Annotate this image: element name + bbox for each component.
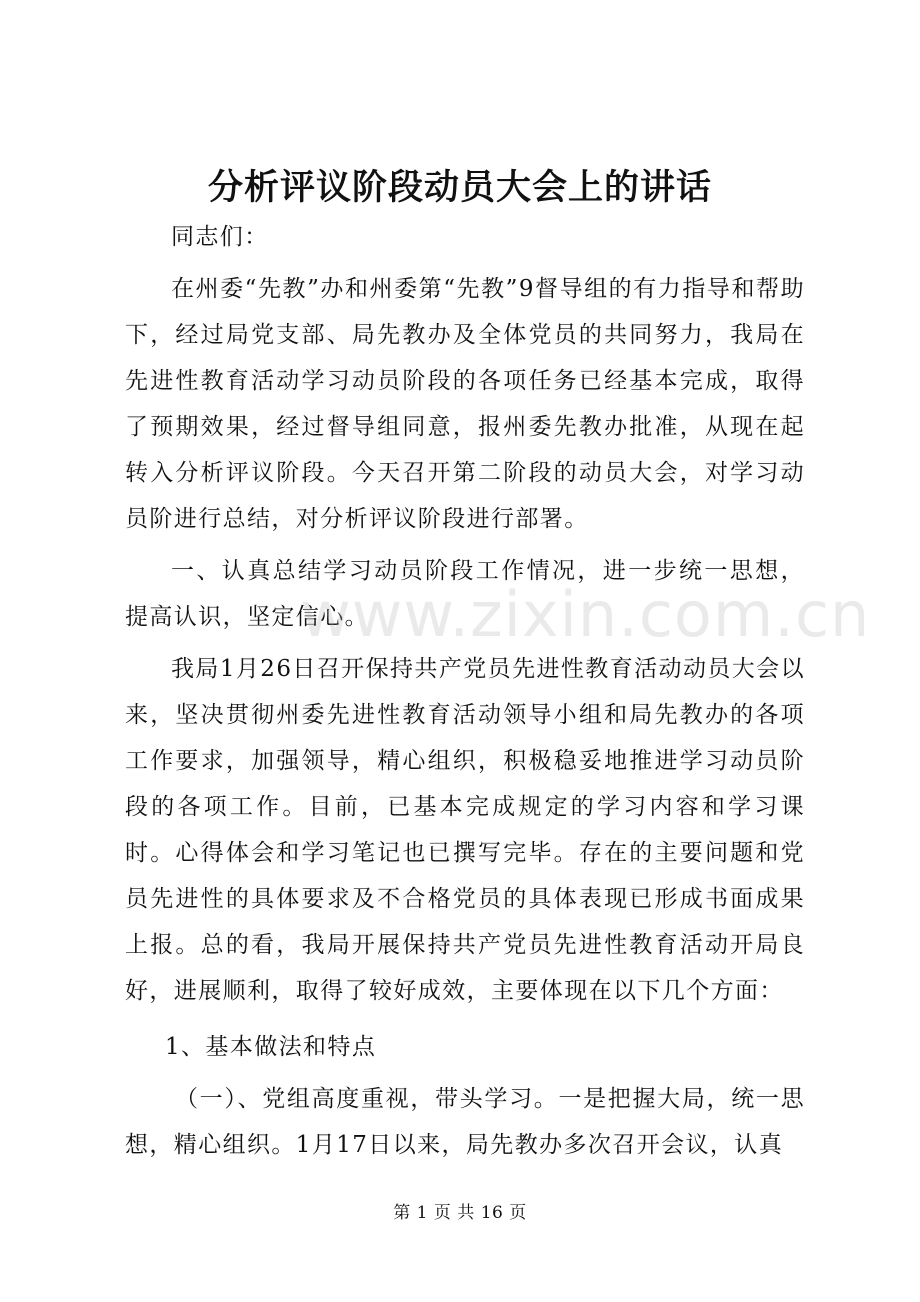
paragraph-intro: 在州委“先教”办和州委第“先教”9督导组的有力指导和帮助下，经过局党支部、局先教办及全体党员的共同努力，我局在先进性教育活动学习动员阶段的各项任务已经基本完成，取得了预期效果，经过督导组同意，报州委先教办批准，从现在起转入分析评议阶段。今天召开第二阶段的动员大会，对学习动员阶进行总结，对分析评议阶段进行部署。: [125, 276, 805, 532]
document-body: [125, 214, 871, 1168]
section-heading-1: 一、认真总结学习动员阶段工作情况，进一步统一思想，提高认识，坚定信心。: [125, 558, 805, 630]
page-number: 第 1 页 共 16 页: [393, 1203, 527, 1223]
salutation: 同志们：: [171, 224, 269, 250]
document-title: 分析评议阶段动员大会上的讲话: [207, 167, 712, 208]
subheading-basic-practices: 1、基本做法和特点: [165, 1034, 377, 1060]
paragraph-party-group: （一）、党组高度重视，带头学习。一是把握大局，统一思想，精心组织。1月17日以来，局先教办多次召开会议，认真: [125, 1086, 805, 1158]
watermark-text: www.zixin.com.cn: [300, 578, 871, 651]
paragraph-summary: 我局1月26日召开保持共产党员先进性教育活动动员大会以来，坚决贯彻州委先进性教育活动领导小组和局先教办的各项工作要求，加强领导，精心组织，积极稳妥地推进学习动员阶段的各项工作。目前，已基本完成规定的学习内容和学习课时。心得体会和学习笔记也已撰写完毕。存在的主要问题和党员先进性的具体要求及不合格党员的具体表现已形成书面成果上报。总的看，我局开展保持共产党员先进性教育活动开局良好，进展顺利，取得了较好成效，主要体现在以下几个方面：: [125, 656, 805, 1004]
